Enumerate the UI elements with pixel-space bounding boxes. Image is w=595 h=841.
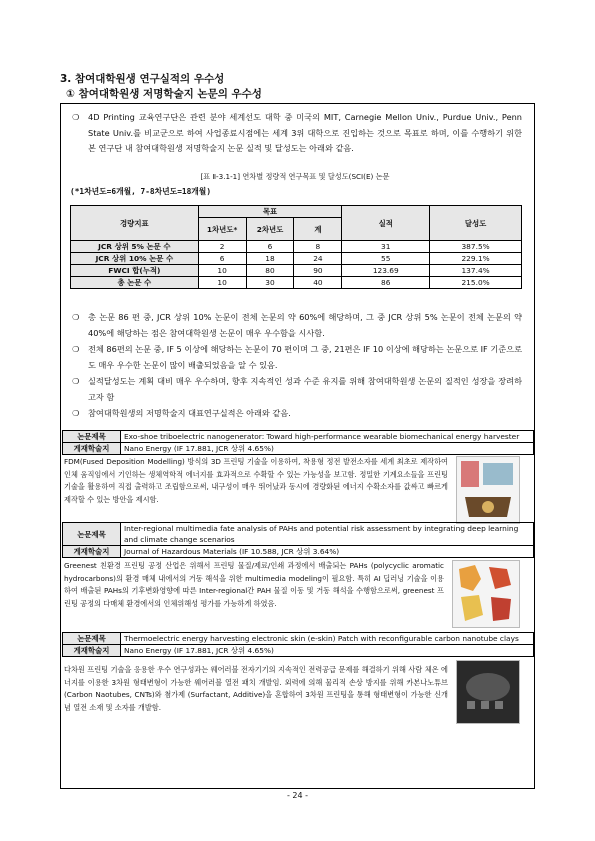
bullet-marker: ❍ <box>72 344 80 354</box>
paper-2-figure <box>452 560 520 628</box>
header-year2: 2차년도 <box>246 218 294 241</box>
bullet-3 <box>72 374 522 405</box>
bullet-marker: ❍ <box>72 376 80 386</box>
cell-y1: 10 <box>198 277 246 289</box>
intro-text: 4D Printing 교육연구단은 관련 분야 세계선도 대학 중 미국의 MIT, Carnegie Mellon Univ., Purdue Univ., Penn State Univ.를 비교군으로 하여 사업종료시점에는 세계 3위 대학으로 진입하는 것으로 목표로 하며, 이를 수행하기 위한 본 연구단 내 참여대학원생 저명학술지 논문 실적 및 달성도는 아래와 같음. <box>88 112 522 153</box>
cell-actual: 55 <box>342 253 430 265</box>
paper-title-label: 논문제목 <box>63 633 121 645</box>
table-row <box>71 241 522 253</box>
paper-2-description: Greenest 친환경 프린팅 공정 산업은 위해서 프린팅 물질/제료/인쇄 과정에서 배출되는 PAHs (polycyclic aromatic hydrocarbons)의 환경 매체 내에서의 거동 해석을 위한 multimedia modeling이 필요함. 특히 AI 딥러닝 기술을 이용하여 배출된 PAHs의 기후변화영향에 따른 Inter-regional간 PAH 물질 이동 및 거동 해석을 수행함으로써, greenest 프린팅 공정의 다매체 환경에서의 인체위해성 평가를 가능하게 하였음. <box>64 561 444 608</box>
paper-journal-label: 게재학술지 <box>63 443 121 455</box>
paper-1-figure <box>456 456 520 524</box>
table-note: (*1차년도=6개월, 7-8차년도=18개월) <box>70 187 212 196</box>
row-label: FWCI 합(누적) <box>71 265 199 277</box>
paper-title-label: 논문제목 <box>63 431 121 443</box>
paper-3-figure <box>456 660 520 724</box>
paper-title: Thermoelectric energy harvesting electronic skin (e-skin) Patch with reconfigurable carbon nanotube clays <box>121 633 534 645</box>
header-index: 경량지표 <box>71 206 199 241</box>
bullet-text: 총 논문 86 편 중, JCR 상위 10% 논문이 전체 논문의 약 60%에 해당하며, 그 중 JCR 상위 5% 논문이 전체 논문의 약 40%에 해당하는 점은 참여대학원생 논문이 매우 우수함을 시사함. <box>88 312 522 338</box>
cell-rate: 229.1% <box>430 253 522 265</box>
header-rate: 달성도 <box>430 206 522 241</box>
bullet-2 <box>72 342 522 373</box>
page-number: - 24 - <box>286 791 309 800</box>
cell-total: 40 <box>294 277 342 289</box>
header-actual: 실적 <box>342 206 430 241</box>
table-row <box>71 265 522 277</box>
table-row <box>71 277 522 289</box>
cell-y1: 6 <box>198 253 246 265</box>
row-label: JCR 상위 5% 논문 수 <box>71 241 199 253</box>
paper-journal-label: 게재학술지 <box>63 546 121 558</box>
bullet-1 <box>72 310 522 341</box>
goal-table <box>70 205 522 289</box>
paper-journal: Nano Energy (IF 17.881, JCR 상위 4.65%) <box>121 645 534 657</box>
cell-y2: 80 <box>246 265 294 277</box>
header-goal: 목표 <box>198 206 342 218</box>
paper-journal-label: 게재학술지 <box>63 645 121 657</box>
cell-actual: 31 <box>342 241 430 253</box>
cell-actual: 123.69 <box>342 265 430 277</box>
section-title: 3. 참여대학원생 연구실적의 우수성 <box>60 73 225 85</box>
row-label: 총 논문 수 <box>71 277 199 289</box>
table-row <box>71 253 522 265</box>
cell-y2: 18 <box>246 253 294 265</box>
cell-total: 24 <box>294 253 342 265</box>
paper-3-table <box>62 632 534 657</box>
cell-total: 90 <box>294 265 342 277</box>
bullet-marker: ❍ <box>72 112 80 122</box>
cell-actual: 86 <box>342 277 430 289</box>
bullet-marker: ❍ <box>72 312 80 322</box>
cell-y2: 30 <box>246 277 294 289</box>
paper-title: Exo-shoe triboelectric nanogenerator: Toward high-performance wearable biomechanical energy harvester <box>121 431 534 443</box>
intro-paragraph <box>72 110 522 157</box>
cell-rate: 137.4% <box>430 265 522 277</box>
paper-title-label: 논문제목 <box>63 523 121 546</box>
bullet-text: 실적달성도는 계획 대비 매우 우수하며, 향후 지속적인 성과 수준 유지를 위해 참여대학원생 논문의 질적인 성장을 장려하고자 함 <box>88 376 522 402</box>
bullet-text: 전체 86편의 논문 중, IF 5 이상에 해당하는 논문이 70 편이며 그 중, 21편은 IF 10 이상에 해당하는 논문으로 IF 기준으로도 매우 우수한 논문이 많이 배출되었음을 알 수 있음. <box>88 344 522 370</box>
cell-y1: 2 <box>198 241 246 253</box>
cell-rate: 215.0% <box>430 277 522 289</box>
bullet-text: 참여대학원생의 저명학술지 대표연구실적은 아래와 같음. <box>88 408 291 418</box>
paper-3-description: 다차원 프린팅 기술을 응용한 우수 연구성과는 웨어러블 전자기기의 지속적인 전력공급 문제를 해결하기 위해 사람 체온 에너지를 이용한 3차원 형태변형이 가능한 웨어러블 열전 패치 개발임. 외력에 의해 물리적 손상 방지를 위해 카본나노튜브 (Carbon Naotubes, CNTs)와 첨가제 (Surfactant, Additive)을 혼합하여 3차원 프린팅을 통해 형태변형이 가능한 신개념 열전 소재 및 소자를 개발함. <box>64 665 448 712</box>
cell-y1: 10 <box>198 265 246 277</box>
paper-title: Inter-regional multimedia fate analysis of PAHs and potential risk assessment by integrating deep learning and climate change scenarios <box>121 523 534 546</box>
paper-1-table <box>62 430 534 455</box>
paper-journal: Journal of Hazardous Materials (IF 10.588, JCR 상위 3.64%) <box>121 546 534 558</box>
header-year1: 1차년도* <box>198 218 246 241</box>
subsection-title: ① 참여대학원생 저명학술지 논문의 우수성 <box>66 88 262 100</box>
bullet-marker: ❍ <box>72 408 80 418</box>
bullet-4 <box>72 406 522 422</box>
cell-y2: 6 <box>246 241 294 253</box>
header-total: 계 <box>294 218 342 241</box>
cell-total: 8 <box>294 241 342 253</box>
paper-2-table <box>62 522 534 558</box>
table-caption: [표 Ⅱ-3.1-1] 연차별 정량적 연구목표 및 달성도(SCI(E) 논문 <box>200 172 390 181</box>
paper-1-description: FDM(Fused Deposition Modelling) 방식의 3D 프린팅 기술을 이용하여, 착용형 정전 발전소자를 세계 최초로 제작하여 인체 움직임에서 기인하는 생체역학적 에너지를 효과적으로 수확할 수 있는 가능성을 보고함. 정밀한 기계요소들을 프린팅 기술을 활용하여 직접 출력하고 조립함으로써, 내구성이 매우 뛰어났과 동시에 경량화된 에너지 수확소자를 값싸고 빠르게 제작할 수 있는 방안을 제시함. <box>64 457 448 504</box>
cell-rate: 387.5% <box>430 241 522 253</box>
row-label: JCR 상위 10% 논문 수 <box>71 253 199 265</box>
paper-journal: Nano Energy (IF 17.881, JCR 상위 4.65%) <box>121 443 534 455</box>
